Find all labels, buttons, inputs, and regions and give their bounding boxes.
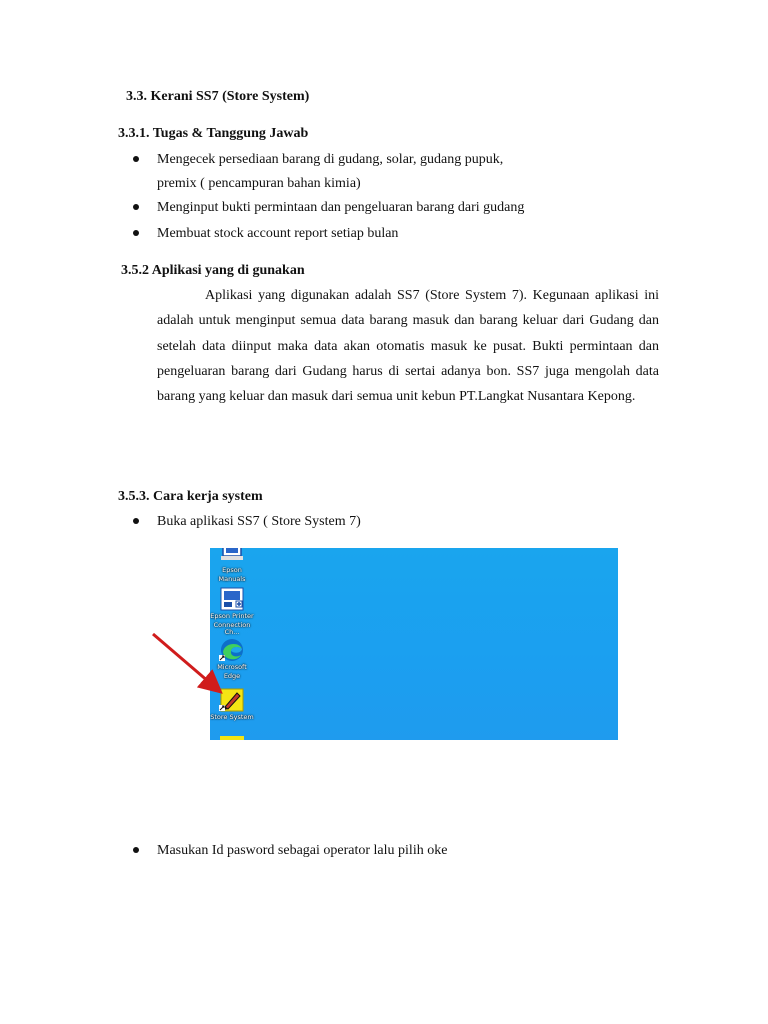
desktop-icon-epson-manuals[interactable] [210,548,254,583]
bullet-text: Buka aplikasi SS7 ( Store System 7) [157,514,361,529]
red-arrow-annotation [148,630,228,694]
partial-icon [220,736,244,740]
icon-label: Microsoft [217,663,247,671]
bullet-text: Mengecek persediaan barang di gudang, solar, gudang pupuk, [157,152,504,167]
icon-label: Edge [223,671,241,680]
icon-label: Connection Ch... [213,620,251,636]
icon-label: Manuals [218,574,246,583]
aplikasi-paragraph [157,283,659,409]
icon-label: Epson Printer [210,612,254,620]
epson-scan-icon [219,548,245,566]
bullet-text: Membuat stock account report setiap bulan [157,226,399,241]
bullet-text: Menginput bukti permintaan dan pengeluaran barang dari gudang [157,200,525,215]
bullet-marker [133,204,139,210]
arrow-line [153,634,216,688]
bullet-marker [133,156,139,162]
icon-label: Store System [210,713,254,721]
epson-printer-connect-icon [219,586,245,612]
subsection-title-aplikasi: 3.5.2 Aplikasi yang di gunakan [121,263,305,278]
subsection-title-tugas: 3.3.1. Tugas & Tanggung Jawab [118,126,309,141]
bullet-marker [133,847,139,853]
section-title: 3.3. Kerani SS7 (Store System) [126,89,310,104]
bullet-marker [133,230,139,236]
icon-label: Epson [222,566,242,574]
subsection-title-cara-kerja: 3.5.3. Cara kerja system [118,489,263,504]
bullet-text-continuation: premix ( pencampuran bahan kimia) [157,176,361,191]
bullet-text: Masukan Id pasword sebagai operator lalu pilih oke [157,843,448,858]
aplikasi-paragraph-text: Aplikasi yang digunakan adalah SS7 (Store System 7). Kegunaan aplikasi ini adalah untuk menginput semua data barang masuk dan barang keluar dari Gudang dan setelah data diinput maka data akan otomatis masuk ke pusat. Bukti permintaan dan pengeluaran barang dari Gudang harus di sertai adanya bon. SS7 juga mengolah data barang yang keluar dan masuk dari semua unit kebun PT.Langkat Nusantara Kepong. [157,288,659,405]
desktop-screenshot [210,548,618,740]
bullet-marker [133,518,139,524]
desktop-icon-epson-printer[interactable] [210,586,254,637]
